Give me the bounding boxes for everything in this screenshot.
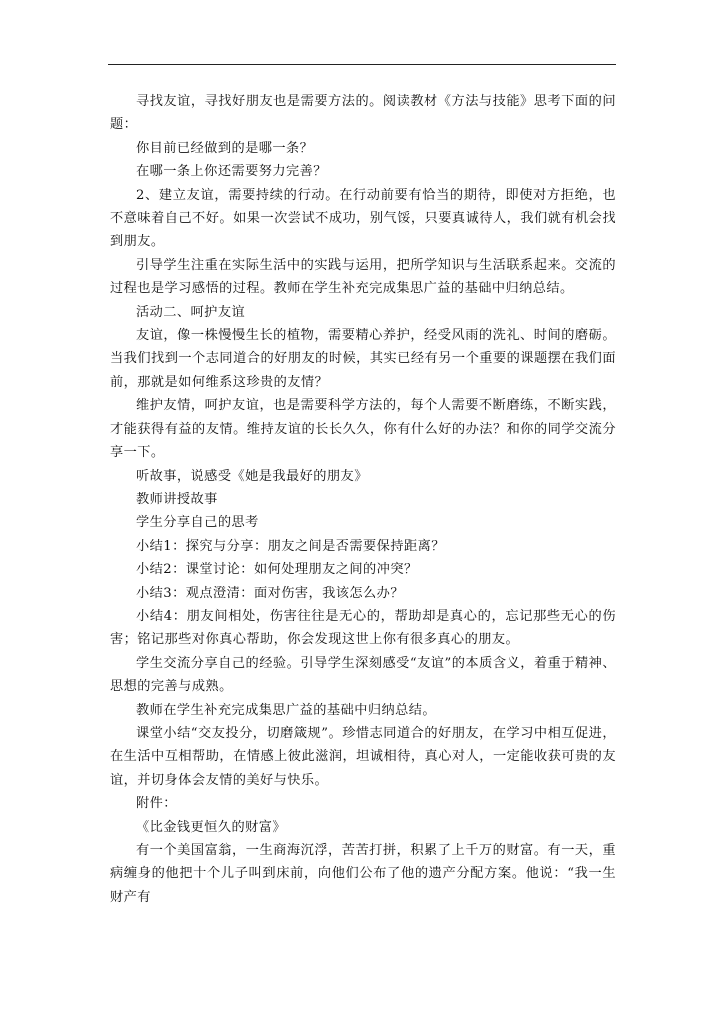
paragraph-students-exchange: 学生交流分享自己的经验。引导学生深刻感受“友谊”的本质含义，着重于精神、思想的完善与成熟。 xyxy=(110,655,616,695)
paragraph-story-start: 有一个美国富翁，一生商海沉浮，苦苦打拼，积累了上千万的财富。有一天，重病缠身的他把十个儿子叫到床前，向他们公布了他的遗产分配方案。他说：“我一生财产有 xyxy=(110,843,616,905)
activity-two-heading: 活动二、呵护友谊 xyxy=(136,304,246,320)
paragraph-guide-practice: 引导学生注重在实际生活中的实践与运用，把所学知识与生活联系起来。交流的过程也是学习感悟的过程。教师在学生补充完成集思广益的基础中归纳总结。 xyxy=(110,257,616,297)
question-need-improve: 在哪一条上你还需要努力完善？ xyxy=(136,164,327,180)
paragraph-teacher-summarize: 教师在学生补充完成集思广益的基础中归纳总结。 xyxy=(136,702,437,718)
story-listen-line: 听故事，说感受《她是我最好的朋友》 xyxy=(136,468,368,484)
appendix-label: 附件： xyxy=(136,796,177,812)
paragraph-build-friendship: 2、建立友谊，需要持续的行动。在行动前要有恰当的期待，即使对方拒绝，也不意味着自己不好。如果一次尝试不成功，别气馁，只要真诚待人，我们就有机会找到朋友。 xyxy=(110,187,616,250)
teacher-tells-story: 教师讲授故事 xyxy=(136,491,218,507)
summary-1: 小结1：探究与分享：朋友之间是否需要保持距离？ xyxy=(136,538,445,554)
header-rule xyxy=(108,64,616,65)
summary-4: 小结4：朋友间相处，伤害往往是无心的，帮助却是真心的，忘记那些无心的伤害；铭记那些对你真心帮助，你会发现这世上你有很多真心的朋友。 xyxy=(110,608,616,648)
summary-2: 小结2：课堂讨论：如何处理朋友之间的冲突？ xyxy=(136,562,418,578)
students-share-thoughts: 学生分享自己的思考 xyxy=(136,515,259,531)
paragraph-find-friendship-method: 寻找友谊，寻找好朋友也是需要方法的。阅读教材《方法与技能》思考下面的问题： xyxy=(110,94,616,133)
paragraph-maintain-friendship: 维护友情，呵护友谊，也是需要科学方法的，每个人需要不断磨练，不断实践，才能获得有益的友情。维持友谊的长长久久，你有什么好的办法？和你的同学交流分享一下。 xyxy=(110,398,616,461)
summary-3: 小结3：观点澄清：面对伤害，我该怎么办？ xyxy=(136,585,404,601)
paragraph-class-summary: 课堂小结“交友投分，切磨箴规”。珍惜志同道合的好朋友，在学习中相互促进，在生活中互相帮助，在情感上彼此滋润，坦诚相待，真心对人，一定能收获可贵的友谊，并切身体会友情的美好与快乐。 xyxy=(110,725,616,788)
question-already-done: 你目前已经做到的是哪一条？ xyxy=(136,140,314,156)
appendix-story-title: 《比金钱更恒久的财富》 xyxy=(136,819,287,835)
paragraph-friendship-plant: 友谊，像一株慢慢生长的植物，需要精心养护，经受风雨的洗礼、时间的磨砺。当我们找到一个志同道合的好朋友的时候，其实已经有另一个重要的课题摆在我们面前，那就是如何维系这珍贵的友情？ xyxy=(110,328,616,390)
document-body xyxy=(110,90,616,909)
